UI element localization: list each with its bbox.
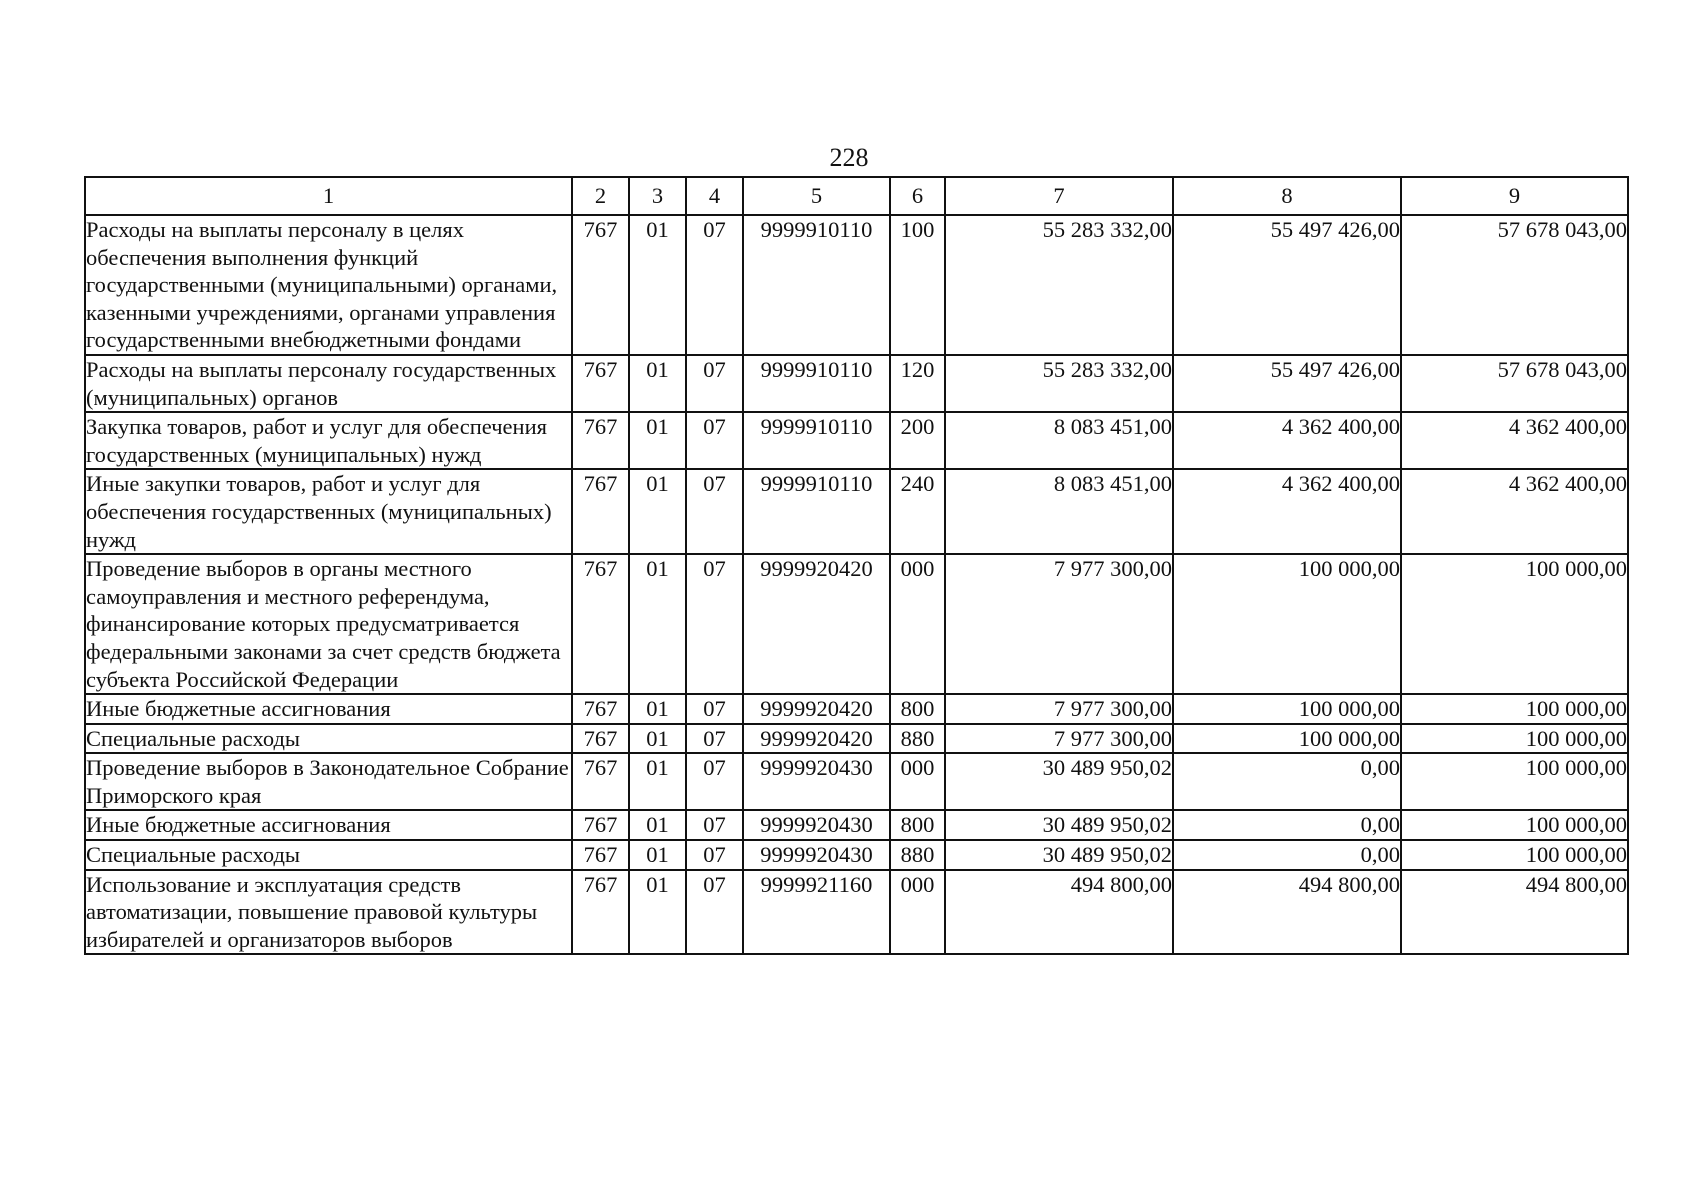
row-description: Специальные расходы (85, 840, 572, 870)
header-cell: 2 (572, 177, 629, 215)
chapter-code: 767 (572, 870, 629, 955)
amount-col-9: 100 000,00 (1401, 810, 1628, 840)
subsection-code: 07 (686, 215, 743, 355)
chapter-code: 767 (572, 469, 629, 554)
table-row (85, 870, 1628, 955)
subsection-code: 07 (686, 355, 743, 412)
amount-col-9: 100 000,00 (1401, 840, 1628, 870)
amount-col-7: 30 489 950,02 (945, 840, 1173, 870)
amount-col-9: 57 678 043,00 (1401, 215, 1628, 355)
amount-col-8: 0,00 (1173, 753, 1401, 810)
amount-col-7: 55 283 332,00 (945, 355, 1173, 412)
table-row (85, 469, 1628, 554)
amount-col-8: 494 800,00 (1173, 870, 1401, 955)
amount-col-7: 7 977 300,00 (945, 724, 1173, 754)
expense-type-code: 100 (890, 215, 945, 355)
row-description: Закупка товаров, работ и услуг для обеспечения государственных (муниципальных) нужд (85, 412, 572, 469)
expense-type-code: 200 (890, 412, 945, 469)
row-description: Иные бюджетные ассигнования (85, 810, 572, 840)
amount-col-8: 100 000,00 (1173, 554, 1401, 694)
section-code: 01 (629, 810, 686, 840)
header-cell: 7 (945, 177, 1173, 215)
chapter-code: 767 (572, 355, 629, 412)
table-row (85, 694, 1628, 724)
row-description: Расходы на выплаты персоналу государственных (муниципальных) органов (85, 355, 572, 412)
header-cell: 6 (890, 177, 945, 215)
amount-col-7: 494 800,00 (945, 870, 1173, 955)
row-description: Иные закупки товаров, работ и услуг для обеспечения государственных (муниципальных) нужд (85, 469, 572, 554)
amount-col-8: 100 000,00 (1173, 724, 1401, 754)
header-row (85, 177, 1628, 215)
chapter-code: 767 (572, 694, 629, 724)
section-code: 01 (629, 355, 686, 412)
table-row (85, 412, 1628, 469)
expense-type-code: 800 (890, 694, 945, 724)
table-row (85, 554, 1628, 694)
table-row (85, 724, 1628, 754)
subsection-code: 07 (686, 753, 743, 810)
expense-type-code: 120 (890, 355, 945, 412)
amount-col-8: 4 362 400,00 (1173, 412, 1401, 469)
amount-col-7: 7 977 300,00 (945, 694, 1173, 724)
amount-col-7: 55 283 332,00 (945, 215, 1173, 355)
expense-type-code: 800 (890, 810, 945, 840)
expense-type-code: 880 (890, 840, 945, 870)
row-description: Специальные расходы (85, 724, 572, 754)
target-article-code: 9999910110 (743, 412, 890, 469)
row-description: Проведение выборов в органы местного самоуправления и местного референдума, финансирование которых предусматривается федеральными законами за счет средств бюджета субъекта Российской Федерации (85, 554, 572, 694)
amount-col-7: 30 489 950,02 (945, 810, 1173, 840)
header-cell: 4 (686, 177, 743, 215)
section-code: 01 (629, 724, 686, 754)
amount-col-9: 100 000,00 (1401, 753, 1628, 810)
table-row (85, 840, 1628, 870)
header-cell: 8 (1173, 177, 1401, 215)
budget-table (84, 176, 1629, 955)
amount-col-8: 0,00 (1173, 810, 1401, 840)
expense-type-code: 240 (890, 469, 945, 554)
chapter-code: 767 (572, 554, 629, 694)
target-article-code: 9999910110 (743, 355, 890, 412)
chapter-code: 767 (572, 412, 629, 469)
target-article-code: 9999910110 (743, 469, 890, 554)
target-article-code: 9999910110 (743, 215, 890, 355)
section-code: 01 (629, 840, 686, 870)
row-description: Проведение выборов в Законодательное Собрание Приморского края (85, 753, 572, 810)
row-description: Использование и эксплуатация средств автоматизации, повышение правовой культуры избирателей и организаторов выборов (85, 870, 572, 955)
section-code: 01 (629, 412, 686, 469)
target-article-code: 9999920430 (743, 753, 890, 810)
target-article-code: 9999921160 (743, 870, 890, 955)
expense-type-code: 000 (890, 870, 945, 955)
subsection-code: 07 (686, 724, 743, 754)
expense-type-code: 880 (890, 724, 945, 754)
table-row (85, 810, 1628, 840)
subsection-code: 07 (686, 870, 743, 955)
header-cell: 9 (1401, 177, 1628, 215)
amount-col-7: 8 083 451,00 (945, 469, 1173, 554)
subsection-code: 07 (686, 469, 743, 554)
section-code: 01 (629, 215, 686, 355)
chapter-code: 767 (572, 810, 629, 840)
amount-col-9: 100 000,00 (1401, 554, 1628, 694)
chapter-code: 767 (572, 215, 629, 355)
expense-type-code: 000 (890, 554, 945, 694)
amount-col-7: 30 489 950,02 (945, 753, 1173, 810)
page-number: 228 (829, 143, 869, 172)
amount-col-7: 7 977 300,00 (945, 554, 1173, 694)
header-cell: 3 (629, 177, 686, 215)
subsection-code: 07 (686, 554, 743, 694)
subsection-code: 07 (686, 694, 743, 724)
amount-col-8: 100 000,00 (1173, 694, 1401, 724)
expense-type-code: 000 (890, 753, 945, 810)
amount-col-8: 55 497 426,00 (1173, 215, 1401, 355)
target-article-code: 9999920430 (743, 810, 890, 840)
section-code: 01 (629, 554, 686, 694)
chapter-code: 767 (572, 724, 629, 754)
row-description: Иные бюджетные ассигнования (85, 694, 572, 724)
table-row (85, 215, 1628, 355)
amount-col-7: 8 083 451,00 (945, 412, 1173, 469)
amount-col-9: 57 678 043,00 (1401, 355, 1628, 412)
amount-col-8: 55 497 426,00 (1173, 355, 1401, 412)
subsection-code: 07 (686, 810, 743, 840)
table-row (85, 355, 1628, 412)
amount-col-8: 0,00 (1173, 840, 1401, 870)
amount-col-9: 4 362 400,00 (1401, 469, 1628, 554)
section-code: 01 (629, 694, 686, 724)
subsection-code: 07 (686, 840, 743, 870)
target-article-code: 9999920420 (743, 694, 890, 724)
chapter-code: 767 (572, 753, 629, 810)
target-article-code: 9999920420 (743, 724, 890, 754)
header-cell: 1 (85, 177, 572, 215)
target-article-code: 9999920430 (743, 840, 890, 870)
target-article-code: 9999920420 (743, 554, 890, 694)
header-cell: 5 (743, 177, 890, 215)
section-code: 01 (629, 753, 686, 810)
table-row (85, 753, 1628, 810)
section-code: 01 (629, 870, 686, 955)
subsection-code: 07 (686, 412, 743, 469)
amount-col-9: 100 000,00 (1401, 694, 1628, 724)
amount-col-9: 4 362 400,00 (1401, 412, 1628, 469)
amount-col-9: 494 800,00 (1401, 870, 1628, 955)
row-description: Расходы на выплаты персоналу в целях обеспечения выполнения функций государственными (муниципальными) органами, казенными учреждениями, органами управления государственными внебюджетными фондами (85, 215, 572, 355)
chapter-code: 767 (572, 840, 629, 870)
section-code: 01 (629, 469, 686, 554)
amount-col-9: 100 000,00 (1401, 724, 1628, 754)
amount-col-8: 4 362 400,00 (1173, 469, 1401, 554)
